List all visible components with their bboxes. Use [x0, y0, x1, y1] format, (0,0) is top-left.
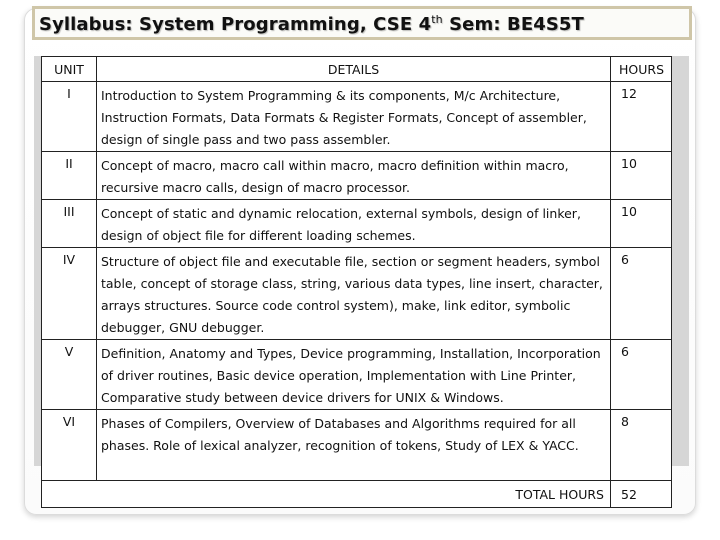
- unit-cell: II: [42, 152, 97, 200]
- details-cell: Concept of static and dynamic relocation, external symbols, design of linker, design of object file for different loading schemes.: [97, 200, 611, 248]
- title-suffix: Sem: BE4S5T: [442, 14, 584, 35]
- hours-cell: 12: [611, 82, 672, 152]
- hours-cell: 8: [611, 410, 672, 481]
- header-hours: HOURS: [611, 57, 672, 82]
- header-details: DETAILS: [97, 57, 611, 82]
- hours-cell: 10: [611, 200, 672, 248]
- page-title: [39, 13, 584, 35]
- title-prefix: Syllabus: System Programming, CSE 4: [39, 14, 432, 35]
- header-unit: UNIT: [42, 57, 97, 82]
- hours-cell: 10: [611, 152, 672, 200]
- unit-cell: V: [42, 340, 97, 410]
- details-cell: Phases of Compilers, Overview of Databases and Algorithms required for all phases. Role of lexical analyzer, recognition of tokens, Study of LEX & YACC.: [97, 410, 611, 481]
- table-row-unit-3: [42, 200, 672, 248]
- hours-cell: 6: [611, 340, 672, 410]
- title-box: [32, 6, 692, 40]
- table-row-unit-6: [42, 410, 672, 481]
- unit-cell: I: [42, 82, 97, 152]
- details-cell: Introduction to System Programming & its components, M/c Architecture, Instruction Formats, Data Formats & Register Formats, Concept of assembler, design of single pass and two pass assembler.: [97, 82, 611, 152]
- details-cell: Structure of object file and executable file, section or segment headers, symbol table, concept of storage class, string, various data types, line insert, character, arrays structures. Source code control system), make, link editor, symbolic debugger, GNU debugger.: [97, 248, 611, 340]
- title-superscript: th: [431, 13, 443, 26]
- syllabus-table: [41, 56, 672, 508]
- table-header-row: [42, 57, 672, 82]
- hours-cell: 6: [611, 248, 672, 340]
- table-row-unit-4: [42, 248, 672, 340]
- unit-cell: IV: [42, 248, 97, 340]
- details-cell: Concept of macro, macro call within macro, macro definition within macro, recursive macro calls, design of macro processor.: [97, 152, 611, 200]
- total-row: [42, 481, 672, 508]
- details-cell: Definition, Anatomy and Types, Device programming, Installation, Incorporation of driver routines, Basic device operation, Implementation with Line Printer, Comparative study between device drivers for UNIX & Windows.: [97, 340, 611, 410]
- table-row-unit-5: [42, 340, 672, 410]
- table-row-unit-1: [42, 82, 672, 152]
- total-hours-value: 52: [611, 481, 672, 508]
- unit-cell: VI: [42, 410, 97, 481]
- table-row-unit-2: [42, 152, 672, 200]
- unit-cell: III: [42, 200, 97, 248]
- total-hours-label: TOTAL HOURS: [42, 481, 611, 508]
